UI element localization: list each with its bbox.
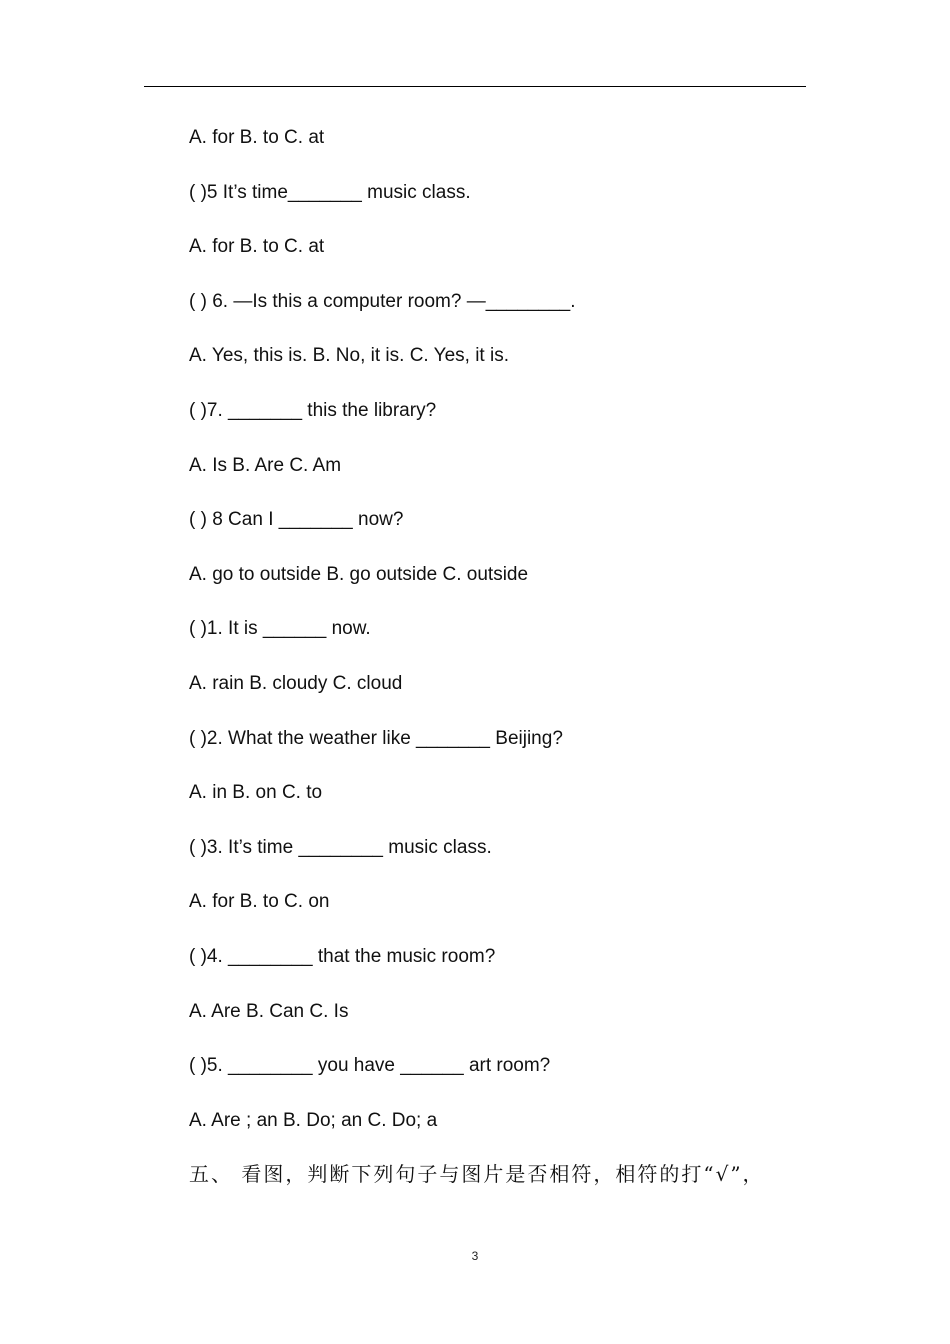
- question-line: ( )5. ________ you have ______ art room?: [189, 1055, 551, 1077]
- exercise-content: [189, 124, 829, 1215]
- page-number: 3: [471, 1249, 479, 1263]
- question-line: ( )2. What the weather like _______ Beijing?: [189, 727, 563, 749]
- option-line: A. Are B. Can C. Is: [189, 1000, 349, 1022]
- question-line: ( )1. It is ______ now.: [189, 618, 371, 640]
- question-line: ( )4. ________ that the music room?: [189, 945, 496, 967]
- option-line: A. in B. on C. to: [189, 782, 323, 804]
- option-line: A. for B. to C. at: [189, 127, 325, 148]
- option-line: A. for B. to C. at: [189, 236, 325, 258]
- option-line: A. rain B. cloudy C. cloud: [189, 672, 403, 694]
- option-line: A. Are ; an B. Do; an C. Do; a: [189, 1109, 438, 1131]
- header-rule: [144, 86, 806, 87]
- question-line: ( ) 8 Can I _______ now?: [189, 509, 404, 531]
- option-line: A. go to outside B. go outside C. outside: [189, 563, 529, 585]
- option-line: A. Yes, this is. B. No, it is. C. Yes, it is.: [189, 345, 509, 367]
- option-line: A. for B. to C. on: [189, 891, 330, 913]
- option-line: A. Is B. Are C. Am: [189, 454, 342, 476]
- question-line: ( )5 It’s time_______ music class.: [189, 181, 471, 203]
- question-line: ( )3. It’s time ________ music class.: [189, 836, 492, 858]
- question-line: ( ) 6. —Is this a computer room? —________.: [189, 290, 576, 312]
- question-line: ( )7. _______ this the library?: [189, 399, 437, 421]
- section-heading: 五、 看图，判断下列句子与图片是否相符，相符的打“√”，: [189, 1162, 765, 1187]
